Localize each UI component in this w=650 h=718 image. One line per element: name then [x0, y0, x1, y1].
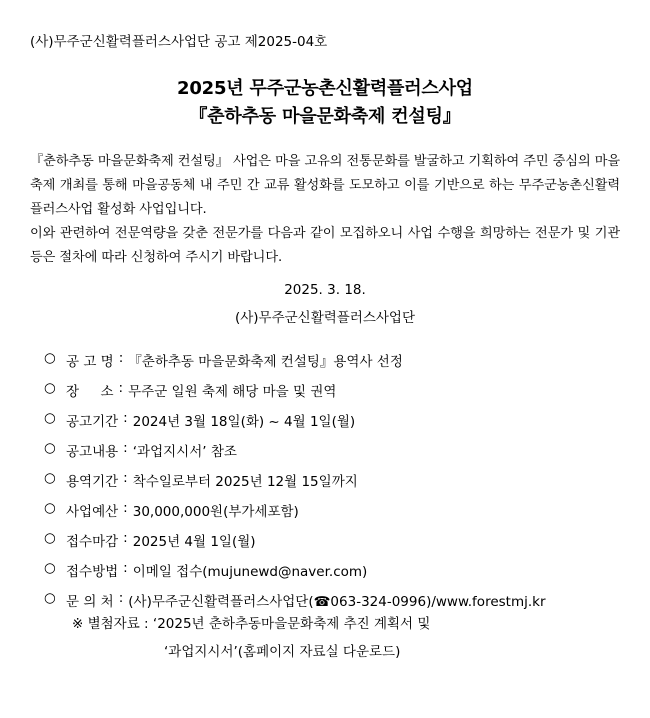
- title-line-2: 『춘하추동 마을문화축제 컨설팅』: [189, 106, 461, 127]
- attachment-line-1: ※ 별첨자료 : ‘2025년 춘하추동마을문화축제 추진 계획서 및: [72, 616, 431, 632]
- circle-bullet-icon: ○: [44, 350, 56, 366]
- issuing-organization: (사)무주군신활력플러스사업단: [234, 310, 416, 326]
- item-value: 착수일로부터 2025년 12월 15일까지: [132, 474, 358, 490]
- notice-items-list: [44, 350, 546, 620]
- item-deadline: ○ 접수마감 : 2025년 4월 1일(월): [44, 530, 256, 550]
- circle-bullet-icon: ○: [44, 470, 56, 486]
- item-label: 공고기간: [66, 414, 119, 430]
- item-period: ○ 공고기간 : 2024년 3월 18일(화) ~ 4월 1일(월): [44, 410, 356, 430]
- item-value: 2024년 3월 18일(화) ~ 4월 1일(월): [132, 414, 356, 430]
- circle-bullet-icon: ○: [44, 440, 56, 456]
- circle-bullet-icon: ○: [44, 500, 56, 516]
- item-label: 문 의 처: [66, 594, 114, 610]
- item-label: 사업예산: [66, 504, 119, 520]
- item-label: 접수마감: [66, 534, 119, 550]
- title-line-1: 2025년 무주군농촌신활력플러스사업: [177, 78, 473, 99]
- item-label: 공 고 명: [66, 354, 114, 370]
- item-label: 장 소: [66, 384, 114, 400]
- item-value: 이메일 접수(mujunewd@naver.com): [132, 564, 368, 580]
- notice-date: 2025. 3. 18.: [284, 282, 366, 298]
- circle-bullet-icon: ○: [44, 380, 56, 396]
- notice-number: (사)무주군신활력플러스사업단 공고 제2025-04호: [30, 34, 328, 50]
- item-value: 무주군 일원 축제 해당 마을 및 권역: [128, 384, 337, 400]
- item-content: ○ 공고내용 : ‘과업지시서’ 참조: [44, 440, 237, 460]
- item-label: 공고내용: [66, 444, 119, 460]
- item-label: 접수방법: [66, 564, 119, 580]
- circle-bullet-icon: ○: [44, 590, 56, 606]
- circle-bullet-icon: ○: [44, 410, 56, 426]
- attachment-line-2: ‘과업지시서’(홈페이지 자료실 다운로드): [164, 644, 401, 660]
- item-submission-method: ○ 접수방법 : 이메일 접수(mujunewd@naver.com): [44, 560, 368, 580]
- item-value: 2025년 4월 1일(월): [132, 534, 256, 550]
- item-service-period: ○ 용역기간 : 착수일로부터 2025년 12월 15일까지: [44, 470, 358, 490]
- intro-paragraph-2: 이와 관련하여 전문역량을 갖춘 전문가를 다음과 같이 모집하오니 사업 수행을 희망하는 전문가 및 기관 등은 절차에 따라 신청하여 주시기 바랍니다.: [30, 226, 620, 265]
- item-contact: ○ 문 의 처 : (사)무주군신활력플러스사업단(☎063-324-0996)/www.forestmj.kr: [44, 590, 546, 610]
- item-title: ○ 공 고 명 : 『춘하추동 마을문화축제 컨설팅』용역사 선정: [44, 350, 403, 370]
- intro-paragraph-1: 『춘하추동 마을문화축제 컨설팅』 사업은 마을 고유의 전통문화를 발굴하고 기획하여 주민 중심의 마을축제 개최를 통해 마을공동체 내 주민 간 교류 활성화를 도모하고 이를 기반으로 하는 무주군농촌신활력플러스사업 활성화 사업입니다.: [30, 154, 620, 217]
- circle-bullet-icon: ○: [44, 530, 56, 546]
- item-value: 30,000,000원(부가세포함): [132, 504, 299, 520]
- item-value: 『춘하추동 마을문화축제 컨설팅』용역사 선정: [128, 354, 403, 370]
- item-budget: ○ 사업예산 : 30,000,000원(부가세포함): [44, 500, 299, 520]
- item-value: ‘과업지시서’ 참조: [132, 444, 237, 460]
- item-label: 용역기간: [66, 474, 119, 490]
- intro-text: [30, 150, 620, 270]
- item-location: ○ 장 소 : 무주군 일원 축제 해당 마을 및 권역: [44, 380, 337, 400]
- attachment-note: [72, 610, 430, 666]
- item-value: (사)무주군신활력플러스사업단(☎063-324-0996)/www.forestmj.kr: [128, 594, 546, 610]
- circle-bullet-icon: ○: [44, 560, 56, 576]
